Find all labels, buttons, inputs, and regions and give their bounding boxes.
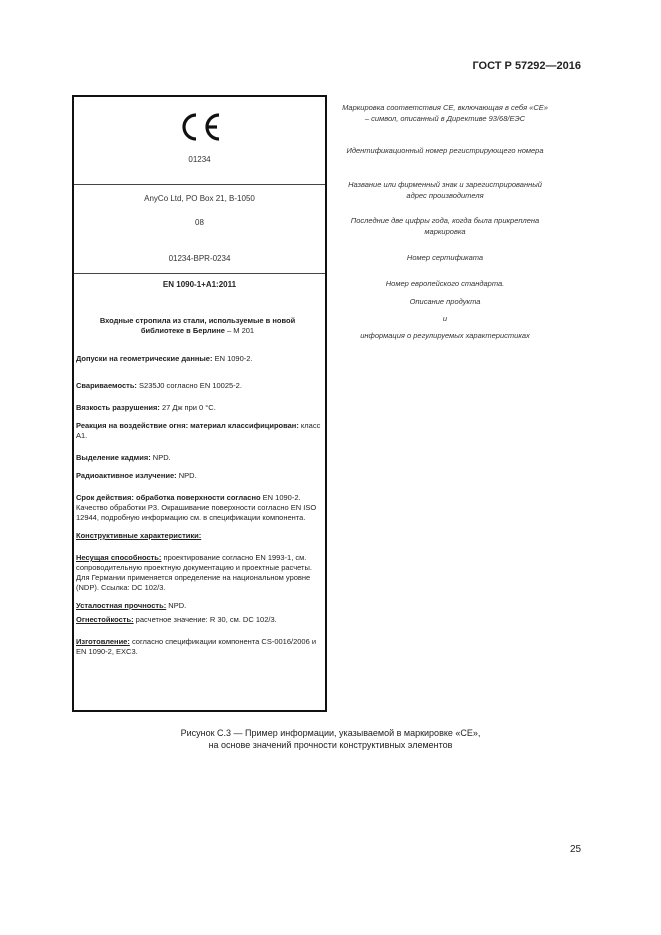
characteristic-label: Усталостная прочность: [76, 601, 167, 610]
certificate-number: 01234-BPR-0234 [168, 254, 231, 263]
characteristic-label: Несущая способность: [76, 553, 162, 562]
characteristic-value: класс А1. [76, 421, 321, 440]
characteristic-value: 27 Дж при 0 °С. [159, 403, 216, 412]
characteristic-label: Изготовление: [76, 637, 130, 646]
characteristic-label: Свариваемость: [76, 381, 137, 390]
characteristic-value: NPD. [150, 453, 171, 462]
characteristic-value: согласно спецификации компонента CS-0016/2006 и EN 1090-2, EXC3. [76, 637, 317, 656]
notified-body-number: 01234 [188, 155, 211, 164]
standard-number: EN 1090-1+A1:2011 [162, 280, 237, 289]
characteristic-label: Допуски на геометрические данные: [76, 354, 213, 363]
margin-note: Идентификационный номер регистрирующего номера [346, 146, 544, 155]
page-number: 25 [570, 844, 582, 855]
margin-note: и [442, 314, 448, 323]
caption-line-2: на основе значений прочности конструктивных элементов [208, 740, 453, 750]
margin-note: Описание продукта [409, 297, 481, 306]
characteristic-label: Конструктивные характеристики: [76, 531, 202, 540]
characteristic-label: Выделение кадмия: [76, 453, 151, 462]
characteristics-list [74, 354, 325, 657]
ce-logo [74, 111, 325, 143]
characteristic-item [76, 531, 325, 541]
year: 08 [195, 218, 204, 227]
characteristic-label: Реакция на воздействие огня: материал классифицирован: [76, 421, 299, 430]
margin-note: Номер сертификата [406, 253, 484, 262]
characteristic-label: Огнестойкость: [76, 615, 134, 624]
characteristic-item [76, 553, 325, 593]
characteristic-item [76, 381, 325, 391]
manufacturer: AnyCo Ltd, PO Box 21, B-1050 [144, 194, 255, 203]
characteristic-item [76, 421, 325, 441]
characteristic-item [76, 471, 325, 481]
characteristic-value: S235J0 согласно EN 10025-2. [136, 381, 242, 390]
characteristic-value: проектирование согласно EN 1993-1, см. сопроводительную проектную документацию и проектные расчеты. Для Германии применяется определение на национальном уровне (NDP). Ссылка: DC 102/3. [76, 553, 312, 592]
manufacturer-section [74, 185, 325, 274]
margin-note: Номер европейского стандарта. [385, 279, 505, 288]
characteristic-item [76, 403, 325, 413]
characteristic-value: расчетное значение: R 30, см. DC 102/3. [133, 615, 277, 624]
characteristic-label: Срок действия: обработка поверхности согласно [76, 493, 261, 502]
ce-marking-box [72, 95, 327, 712]
characteristic-value: EN 1090-2. [212, 354, 253, 363]
margin-note: информация о регулируемых характеристиках [360, 331, 530, 340]
product-description: Входные стропила из стали, используемые в новой библиотеке в Берлине – М 201 [99, 316, 296, 335]
characteristic-label: Вязкость разрушения: [76, 403, 160, 412]
margin-note: Последние две цифры года, когда была прикреплена маркировка [350, 216, 540, 236]
product-section [74, 280, 325, 657]
characteristic-item [76, 601, 325, 611]
characteristic-item [76, 354, 325, 364]
document-header: ГОСТ Р 57292—2016 [472, 60, 581, 72]
caption-line-1: Рисунок С.3 — Пример информации, указываемой в маркировке «СЕ», [180, 728, 481, 738]
characteristic-label: Радиоактивное излучение: [76, 471, 177, 480]
characteristic-item [76, 493, 325, 523]
characteristic-value: EN 1090-2. Качество обработки Р3. Окрашивание поверхности согласно EN ISO 12944, подробную информацию см. в спецификации компонента. [76, 493, 317, 522]
margin-note: Маркировка соответствия СЕ, включающая в себя «СЕ» – символ, описанный в Директиве 93/68/ЕЭС [342, 103, 548, 123]
characteristic-value: NPD. [166, 601, 187, 610]
margin-note: Название или фирменный знак и зарегистрированный адрес производителя [348, 180, 542, 200]
characteristic-item [76, 453, 325, 463]
characteristic-item [76, 637, 325, 657]
ce-section [74, 97, 325, 185]
characteristic-item [76, 615, 325, 625]
characteristic-value: NPD. [176, 471, 197, 480]
figure-caption [0, 727, 661, 751]
